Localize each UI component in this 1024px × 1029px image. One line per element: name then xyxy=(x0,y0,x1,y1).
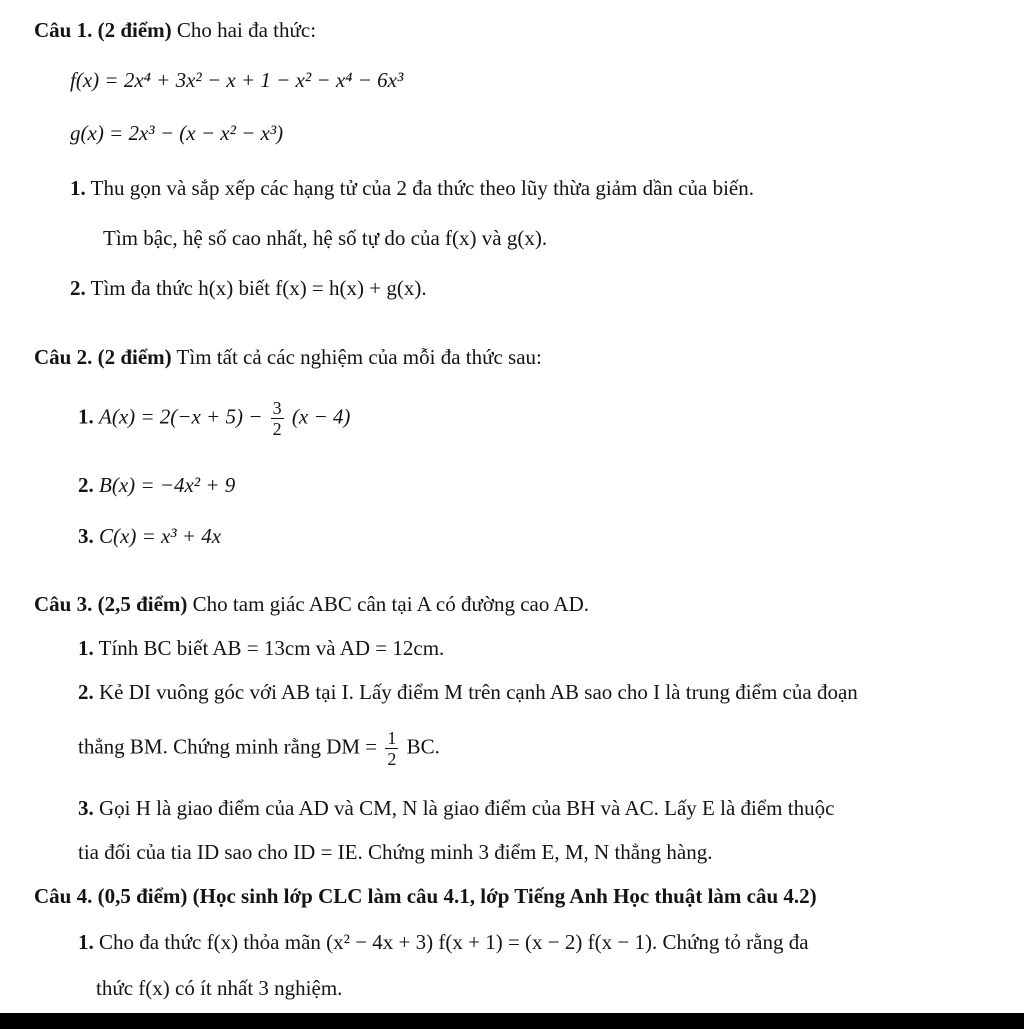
q2-heading xyxy=(34,345,542,370)
q2-part1-fraction-den: 2 xyxy=(272,419,282,439)
q3-part1-number: 1. xyxy=(78,636,94,660)
q3-part2-line-b xyxy=(78,728,440,769)
q4-part1-text-a: Cho đa thức f(x) thỏa mãn (x² − 4x + 3) f(x + 1) = (x − 2) f(x − 1). Chứng tỏ rằng đa xyxy=(99,930,809,954)
q3-text: Cho tam giác ABC cân tại A có đường cao AD. xyxy=(192,592,590,616)
q2-part1-line xyxy=(78,398,350,439)
q3-label: Câu 3. (2,5 điểm) xyxy=(34,592,188,616)
q1-f-definition: f(x) = 2x⁴ + 3x² − x + 1 − x² − x⁴ − 6x³ xyxy=(70,68,404,92)
q1-part1-line-a xyxy=(70,176,754,201)
q1-heading xyxy=(34,18,316,43)
q3-part3-text-a: Gọi H là giao điểm của AD và CM, N là giao điểm của BH và AC. Lấy E là điểm thuộc xyxy=(99,796,835,820)
bottom-black-bar xyxy=(0,1013,1024,1029)
q3-heading xyxy=(34,592,589,617)
q2-part3-expr: C(x) = x³ + 4x xyxy=(99,524,222,548)
q1-label: Câu 1. (2 điểm) xyxy=(34,18,172,42)
q1-text: Cho hai đa thức: xyxy=(176,18,317,42)
q1-part1-text-b: Tìm bậc, hệ số cao nhất, hệ số tự do của f(x) và g(x). xyxy=(103,226,548,250)
q2-part1-left: A(x) = 2(−x + 5) − xyxy=(99,404,263,429)
q4-part1-line-a xyxy=(78,930,809,955)
q3-part2-number: 2. xyxy=(78,680,94,704)
q4-part1-text-b: thức f(x) có ít nhất 3 nghiệm. xyxy=(96,976,343,1000)
q2-part2-number: 2. xyxy=(78,473,94,497)
q2-part1-fraction-num: 3 xyxy=(272,398,282,418)
q2-part2-line xyxy=(78,473,235,498)
q3-part3-number: 3. xyxy=(78,796,94,820)
q1-part2-line xyxy=(70,276,427,301)
q3-part1-line xyxy=(78,636,444,661)
q3-part3-line-a xyxy=(78,796,834,821)
q3-part2-text-a: Kẻ DI vuông góc với AB tại I. Lấy điểm M trên cạnh AB sao cho I là trung điểm của đoạn xyxy=(99,680,858,704)
q3-part2-text-c: BC. xyxy=(406,734,440,759)
q2-part1-right: (x − 4) xyxy=(291,404,351,429)
q3-part2-fraction-den: 2 xyxy=(387,749,397,769)
q3-part3-text-b: tia đối của tia ID sao cho ID = IE. Chứng minh 3 điểm E, M, N thẳng hàng. xyxy=(78,840,713,864)
q2-part3-line xyxy=(78,524,221,549)
q2-part3-number: 3. xyxy=(78,524,94,548)
q4-part1-number: 1. xyxy=(78,930,94,954)
q4-heading: Câu 4. (0,5 điểm) (Học sinh lớp CLC làm câu 4.1, lớp Tiếng Anh Học thuật làm câu 4.2) xyxy=(34,884,817,908)
q2-part1-fraction xyxy=(271,398,284,439)
q1-g-definition: g(x) = 2x³ − (x − x² − x³) xyxy=(70,121,284,145)
q3-part1-text: Tính BC biết AB = 13cm và AD = 12cm. xyxy=(98,636,445,660)
q3-part2-fraction-num: 1 xyxy=(387,728,397,748)
q1-part2-text: Tìm đa thức h(x) biết f(x) = h(x) + g(x). xyxy=(90,276,427,300)
q2-label: Câu 2. (2 điểm) xyxy=(34,345,172,369)
q3-part2-line-a xyxy=(78,680,858,705)
q2-part1-number: 1. xyxy=(78,404,94,429)
q2-part2-expr: B(x) = −4x² + 9 xyxy=(99,473,236,497)
q1-part1-number: 1. xyxy=(70,176,86,200)
q1-part1-text-a: Thu gọn và sắp xếp các hạng tử của 2 đa thức theo lũy thừa giảm dần của biến. xyxy=(90,176,754,200)
q1-part2-number: 2. xyxy=(70,276,86,300)
q2-text: Tìm tất cả các nghiệm của mỗi đa thức sau: xyxy=(176,345,542,369)
q3-part2-fraction xyxy=(385,728,398,769)
q3-part2-text-b: thẳng BM. Chứng minh rằng DM = xyxy=(78,734,378,759)
